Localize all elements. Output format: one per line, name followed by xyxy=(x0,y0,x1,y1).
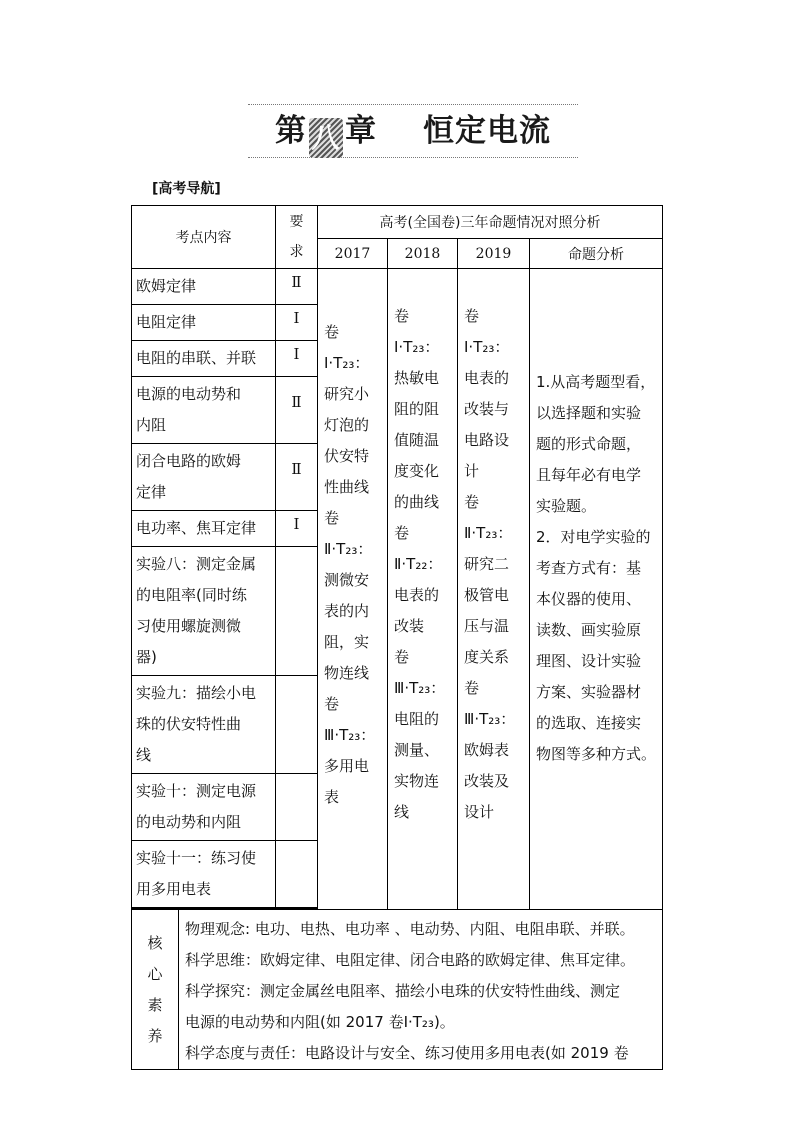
year-2017-cell: 卷 Ⅰ·T₂₃： 研究小 灯泡的 伏安特 性曲线 卷 Ⅱ·T₂₃： 测微安 表的内 阻，实 物连线 卷 Ⅲ·T₂₃： 多用电 表 xyxy=(318,269,388,910)
requirement-cell: Ⅱ xyxy=(276,377,318,444)
requirement-cell xyxy=(276,676,318,774)
requirement-cell: Ⅱ xyxy=(276,269,318,305)
header-analysis: 高考(全国卷)三年命题情况对照分析 xyxy=(318,206,663,239)
topic-cell: 欧姆定律 xyxy=(132,269,276,305)
header-year-2018: 2018 xyxy=(388,239,458,269)
exam-analysis-table xyxy=(131,205,663,1070)
header-requirement: 要 求 xyxy=(276,206,318,269)
proposition-analysis-cell: 1.从高考题型看， 以选择题和实验 题的形式命题， 且每年必有电学 实验题。 2．对电学实验的 考查方式有：基 本仪器的使用、 读数、画实验原 理图、设计实验 方案、实验器材 的选取、连接实 物图等多种方式。 xyxy=(530,269,663,910)
core-literacy-text: 物理观念: 电功、电热、电功率 、电动势、内阻、电阻串联、并联。 科学思维：欧姆定律、电阻定律、闭合电路的欧姆定律、焦耳定律。 科学探究：测定金属丝电阻率、描绘小电珠的伏安特性曲线、测定 电源的电动势和内阻(如 2017 卷Ⅰ·T₂₃)。 科学态度与责任：电路设计与安全、练习使用多用电表(如 2019 卷 xyxy=(185,920,636,1062)
chapter-title-block xyxy=(248,104,578,158)
chapter-suffix: 章 xyxy=(345,113,377,149)
chapter-prefix: 第 xyxy=(275,113,307,149)
topic-cell: 电阻定律 xyxy=(132,305,276,341)
chapter-title xyxy=(248,105,578,158)
header-year-2017: 2017 xyxy=(318,239,388,269)
requirement-cell: Ⅰ xyxy=(276,511,318,547)
topic-cell: 电功率、焦耳定律 xyxy=(132,511,276,547)
section-label: [高考导航] xyxy=(152,181,221,197)
chapter-number-badge: 八 xyxy=(309,118,343,158)
core-literacy-label: 核 心 素 养 xyxy=(132,910,179,1069)
topic-cell: 实验八：测定金属 的电阻率(同时练 习使用螺旋测微 器) xyxy=(132,547,276,676)
topic-cell: 实验十一：练习使 用多用电表 xyxy=(132,841,276,908)
requirement-cell: Ⅱ xyxy=(276,444,318,511)
requirement-cell: Ⅰ xyxy=(276,305,318,341)
requirement-cell xyxy=(276,841,318,908)
header-year-2019: 2019 xyxy=(458,239,530,269)
chapter-name: 恒定电流 xyxy=(423,113,551,149)
topic-cell: 实验十：测定电源 的电动势和内阻 xyxy=(132,774,276,841)
year-2019-cell: 卷 Ⅰ·T₂₃： 电表的 改装与 电路设 计 卷 Ⅱ·T₂₃： 研究二 极管电 压与温 度关系 卷 Ⅲ·T₂₃： 欧姆表 改装及 设计 xyxy=(458,269,530,910)
header-topic: 考点内容 xyxy=(132,206,276,269)
topic-cell: 实验九：描绘小电 珠的伏安特性曲 线 xyxy=(132,676,276,774)
requirement-cell xyxy=(276,547,318,676)
header-proposition: 命题分析 xyxy=(530,239,663,269)
topic-cell: 电阻的串联、并联 xyxy=(132,341,276,377)
topic-cell: 电源的电动势和 内阻 xyxy=(132,377,276,444)
requirement-cell xyxy=(276,774,318,841)
topic-cell: 闭合电路的欧姆 定律 xyxy=(132,444,276,511)
core-literacy-row xyxy=(132,910,663,1070)
year-2018-cell: 卷 Ⅰ·T₂₃： 热敏电 阻的阻 值随温 度变化 的曲线 卷 Ⅱ·T₂₂： 电表的 改装 卷 Ⅲ·T₂₃： 电阻的 测量、 实物连 线 xyxy=(388,269,458,910)
requirement-cell: Ⅰ xyxy=(276,341,318,377)
